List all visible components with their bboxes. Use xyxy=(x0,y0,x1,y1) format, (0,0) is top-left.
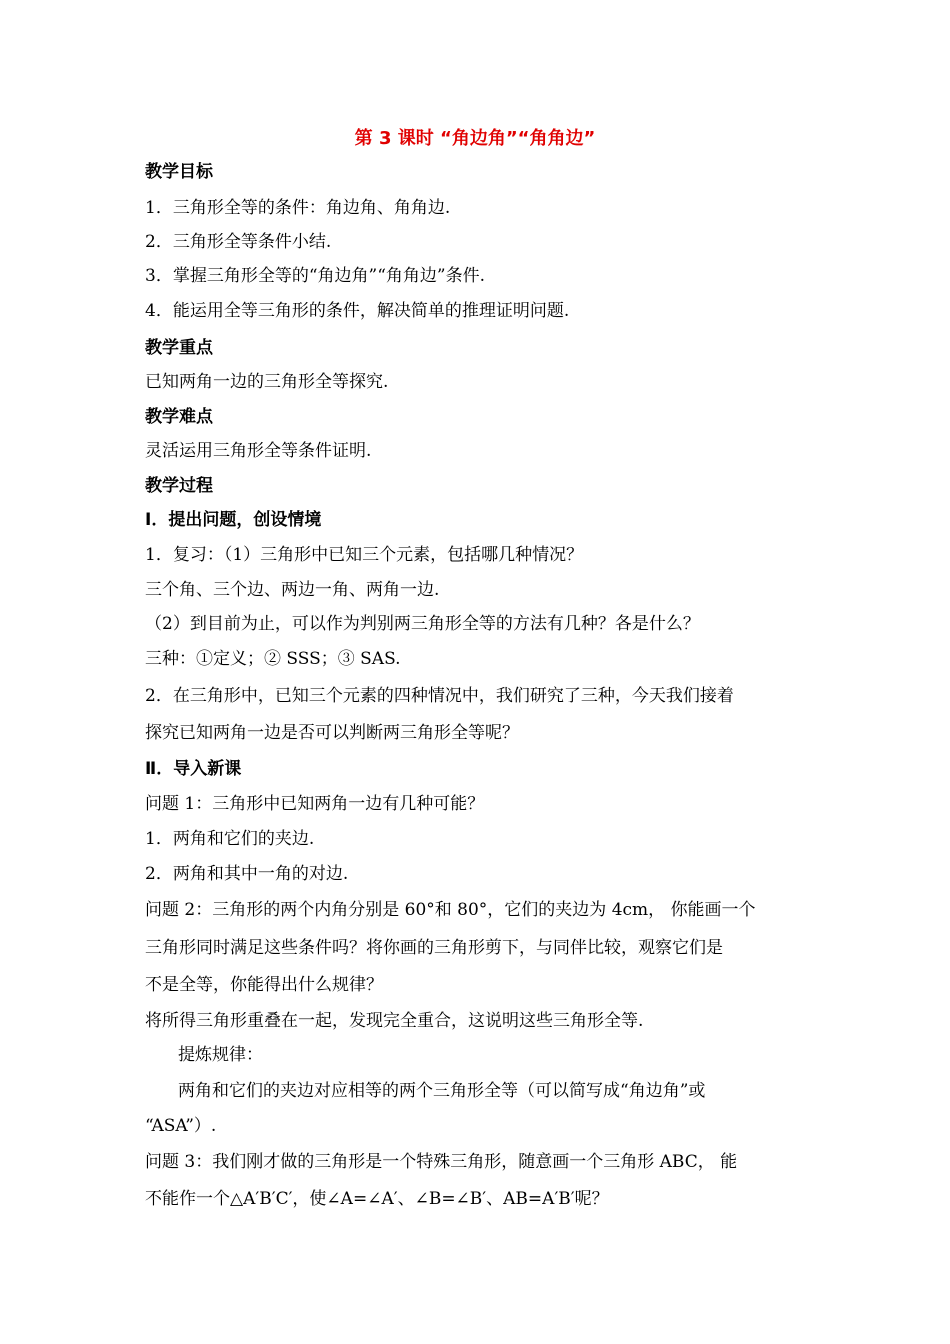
difficulty-heading: 教学难点 xyxy=(145,407,213,427)
rule-line-1: 两角和它们的夹边对应相等的两个三角形全等（可以简写成“角边角”或 xyxy=(178,1081,706,1101)
goal-item-1: 1．三角形全等的条件：角边角、角角边. xyxy=(145,198,451,218)
section-1-line-5: 2．在三角形中，已知三个元素的四种情况中，我们研究了三种，今天我们接着 xyxy=(145,686,734,706)
section-2-heading: Ⅱ．导入新课 xyxy=(145,759,242,779)
section-1-line-6: 探究已知两角一边是否可以判断两三角形全等呢？ xyxy=(145,723,519,743)
process-heading: 教学过程 xyxy=(145,476,213,496)
section-1-line-3: （2）到目前为止，可以作为判别两三角形全等的方法有几种？各是什么？ xyxy=(145,614,700,634)
question-3-line-2: 不能作一个△A′B′C′，使∠A=∠A′、∠B=∠B′、AB=A′B′呢？ xyxy=(145,1189,609,1209)
question-2-line-4: 将所得三角形重叠在一起，发现完全重合，这说明这些三角形全等. xyxy=(145,1011,644,1031)
question-1-answer-b: 2．两角和其中一角的对边. xyxy=(145,864,349,884)
focus-text: 已知两角一边的三角形全等探究. xyxy=(145,372,389,392)
rule-line-2: “ASA”）. xyxy=(145,1116,217,1136)
question-2-line-1: 问题 2：三角形的两个内角分别是 60°和 80°，它们的夹边为 4cm， 你能画一个 xyxy=(145,900,756,920)
goal-item-3: 3．掌握三角形全等的“角边角”“角角边”条件. xyxy=(145,266,485,286)
goal-item-4: 4．能运用全等三角形的条件，解决简单的推理证明问题. xyxy=(145,301,570,321)
goal-item-2: 2．三角形全等条件小结. xyxy=(145,232,332,252)
question-1: 问题 1：三角形中已知两角一边有几种可能？ xyxy=(145,794,485,814)
section-1-heading: Ⅰ．提出问题，创设情境 xyxy=(145,510,322,530)
question-2-line-2: 三角形同时满足这些条件吗？将你画的三角形剪下，与同伴比较，观察它们是 xyxy=(145,938,723,958)
question-3-line-1: 问题 3：我们刚才做的三角形是一个特殊三角形，随意画一个三角形 ABC， 能 xyxy=(145,1152,738,1172)
question-1-answer-a: 1．两角和它们的夹边. xyxy=(145,829,315,849)
question-2-line-3: 不是全等，你能得出什么规律？ xyxy=(145,975,383,995)
section-1-line-4: 三种：①定义；② SSS；③ SAS. xyxy=(145,649,401,669)
focus-heading: 教学重点 xyxy=(145,338,213,358)
goals-heading: 教学目标 xyxy=(145,162,213,182)
rule-label: 提炼规律： xyxy=(178,1045,263,1065)
section-1-line-1: 1．复习：（1）三角形中已知三个元素，包括哪几种情况？ xyxy=(145,545,584,565)
section-1-line-2: 三个角、三个边、两边一角、两角一边. xyxy=(145,580,440,600)
lesson-title: 第 3 课时 “角边角”“角角边” xyxy=(354,128,596,149)
difficulty-text: 灵活运用三角形全等条件证明. xyxy=(145,441,372,461)
